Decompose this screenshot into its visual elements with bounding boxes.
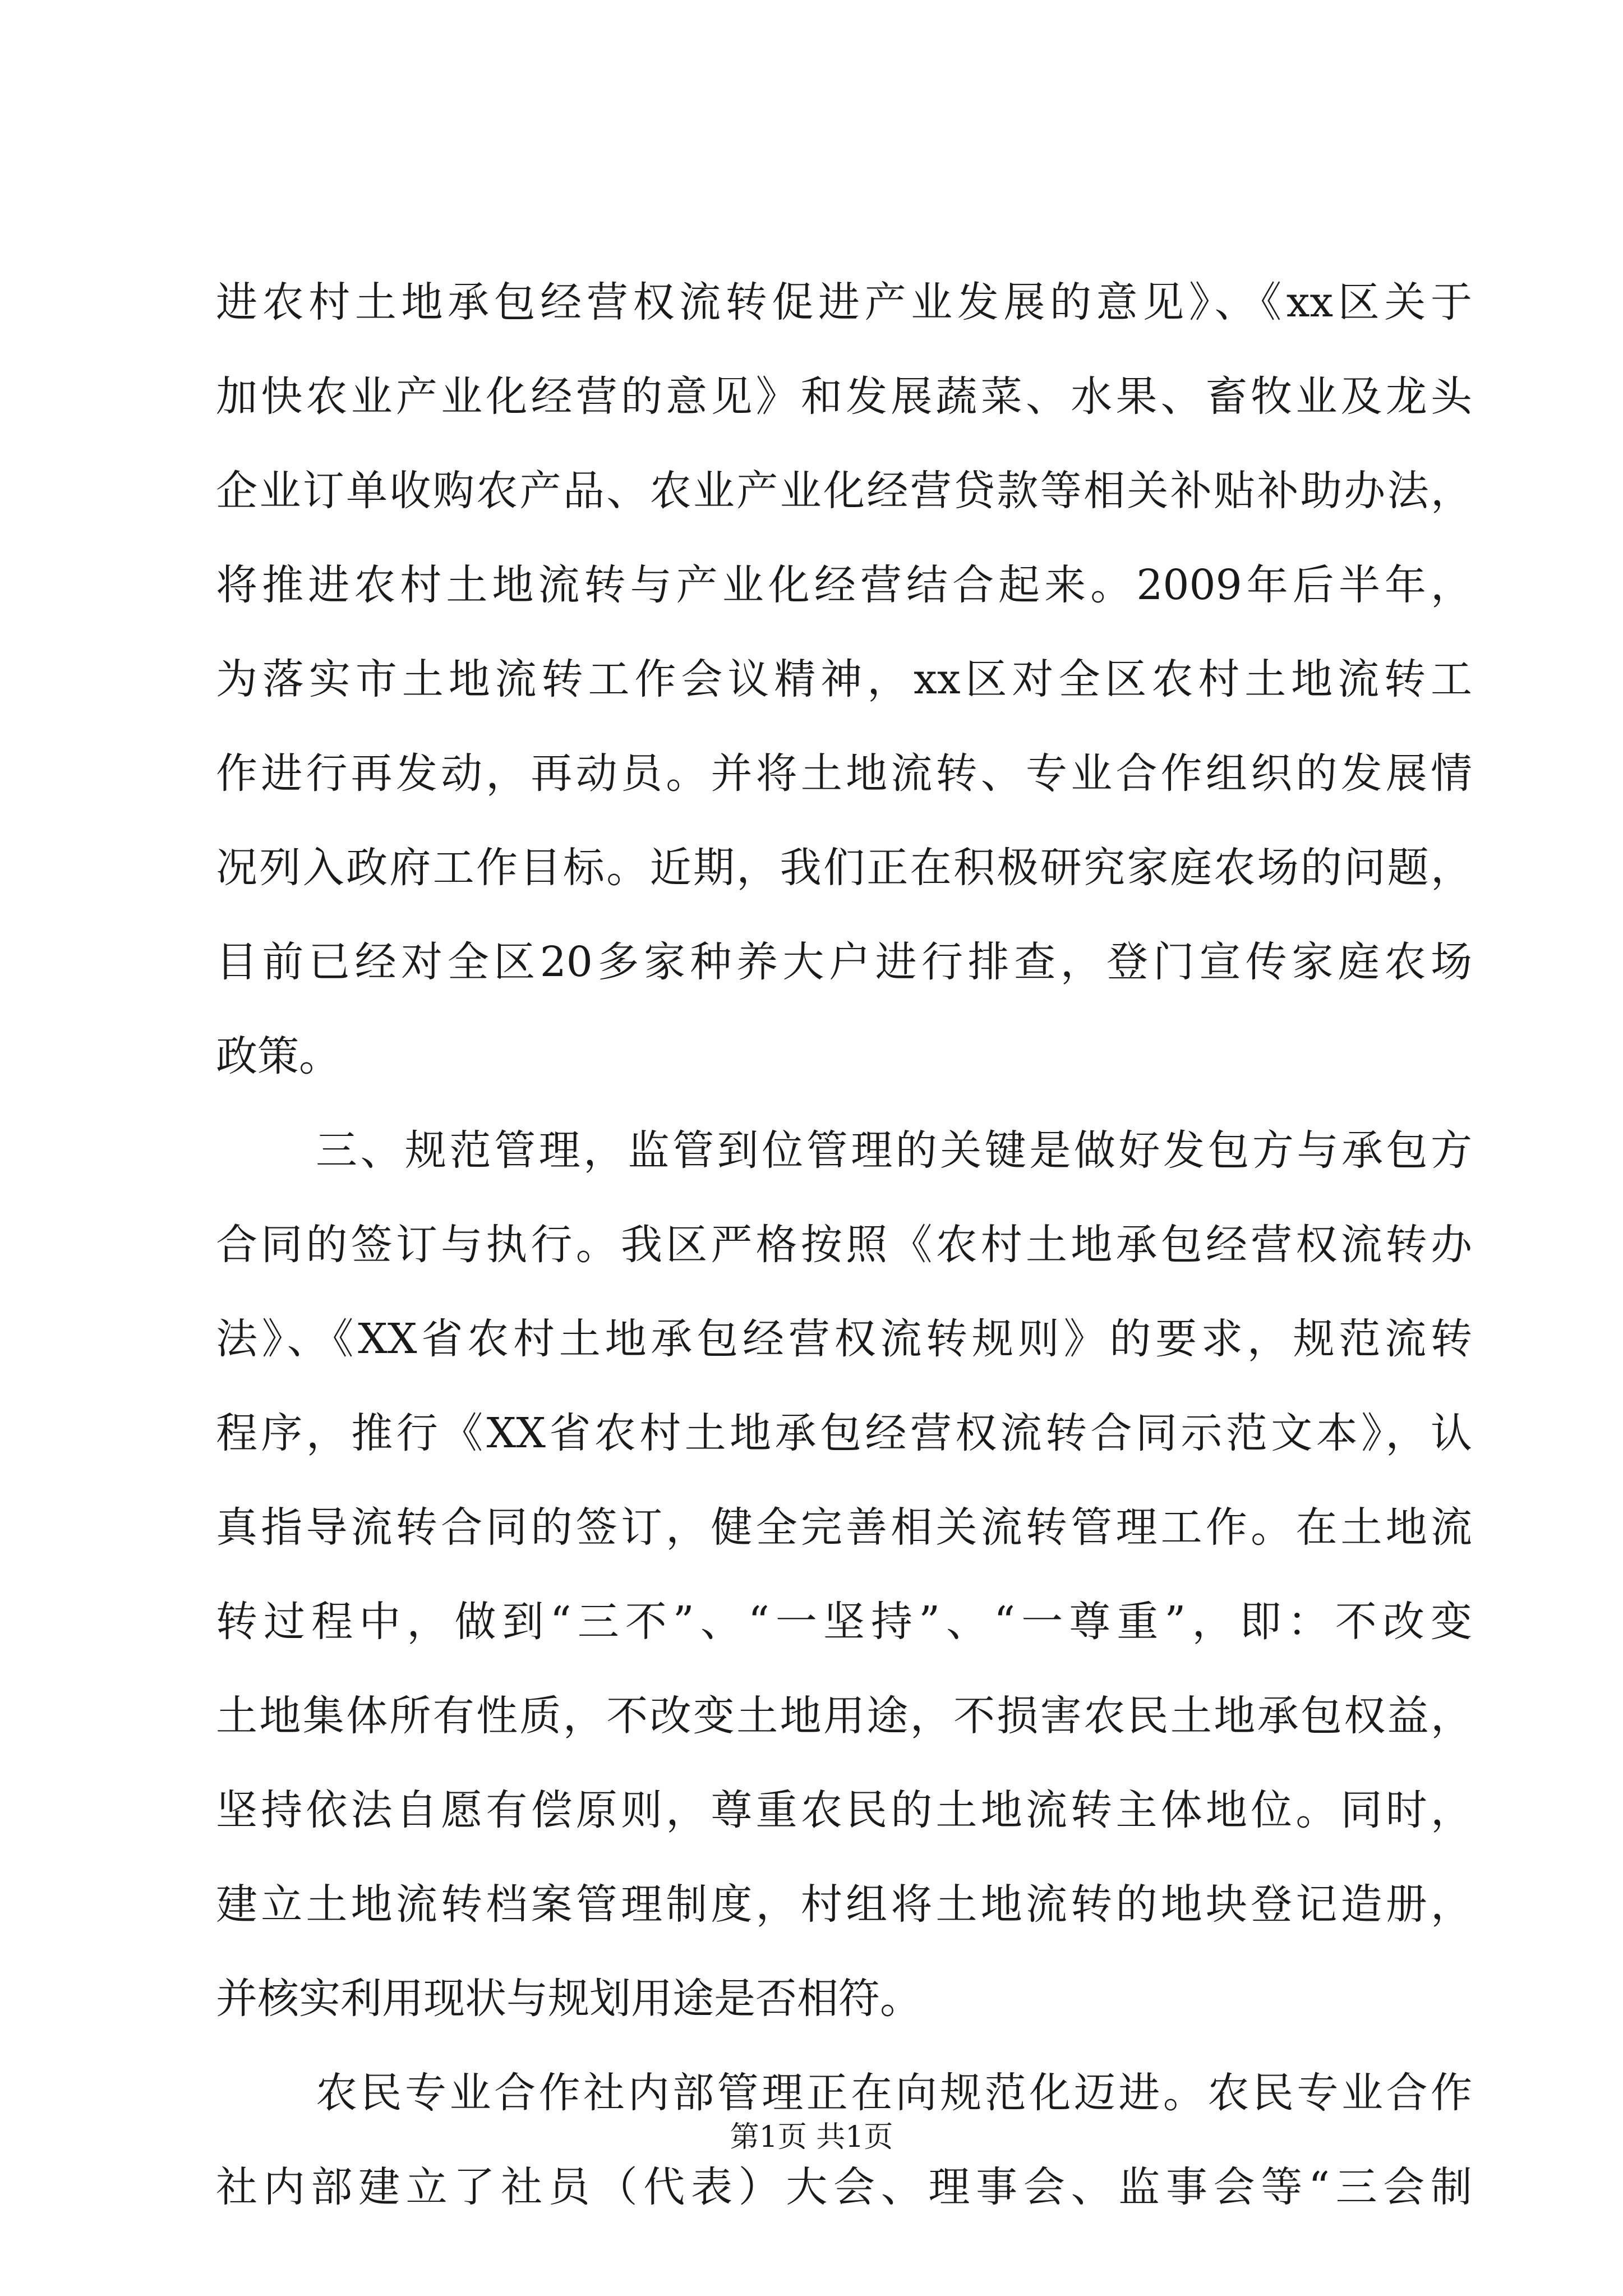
text-line: 目前已经对全区20多家种养大户进行排查，登门宣传家庭农场 bbox=[216, 938, 1472, 986]
text-line: 进农村土地承包经营权流转促进产业发展的意见》、《xx区关于 bbox=[216, 278, 1472, 326]
text-line: 企业订单收购农产品、农业产业化经营贷款等相关补贴补助办法， bbox=[216, 467, 1472, 515]
page-number-label: 第1页 共1页 bbox=[730, 2120, 893, 2154]
text-line: 合同的签订与执行。我区严格按照《农村土地承包经营权流转办 bbox=[216, 1221, 1472, 1269]
text-line: 程序，推行《XX省农村土地承包经营权流转合同示范文本》，认 bbox=[216, 1409, 1472, 1457]
text-line: 土地集体所有性质，不改变土地用途，不损害农民土地承包权益， bbox=[216, 1692, 1472, 1740]
text-line: 建立土地流转档案管理制度，村组将土地流转的地块登记造册， bbox=[216, 1880, 1472, 1929]
text-line: 并核实利用现状与规划用途是否相符。 bbox=[216, 1975, 921, 2023]
document-body bbox=[216, 255, 1472, 2234]
text-line: 坚持依法自愿有偿原则，尊重农民的土地流转主体地位。同时， bbox=[216, 1786, 1472, 1834]
text-line: 况列入政府工作目标。近期，我们正在积极研究家庭农场的问题， bbox=[216, 844, 1472, 892]
page-footer bbox=[0, 2118, 1623, 2157]
paragraph-start-line: 三、规范管理，监管到位管理的关键是做好发包方与承包方 bbox=[316, 1126, 1472, 1175]
text-line: 转过程中，做到“三不”、“一坚持”、“一尊重”，即：不改变 bbox=[216, 1598, 1472, 1646]
paragraph-start-line: 农民专业合作社内部管理正在向规范化迈进。农民专业合作 bbox=[316, 2069, 1472, 2117]
text-line: 加快农业产业化经营的意见》和发展蔬菜、水果、畜牧业及龙头 bbox=[216, 372, 1472, 421]
text-line: 法》、《XX省农村土地承包经营权流转规则》的要求，规范流转 bbox=[216, 1315, 1472, 1363]
text-line: 将推进农村土地流转与产业化经营结合起来。2009年后半年， bbox=[216, 561, 1472, 609]
text-line: 真指导流转合同的签订，健全完善相关流转管理工作。在土地流 bbox=[216, 1503, 1472, 1552]
text-line: 作进行再发动，再动员。并将土地流转、专业合作组织的发展情 bbox=[216, 749, 1472, 798]
text-line: 社内部建立了社员（代表）大会、理事会、监事会等“三会制 bbox=[216, 2163, 1472, 2211]
text-line: 政策。 bbox=[216, 1032, 340, 1080]
text-line: 为落实市土地流转工作会议精神，xx区对全区农村土地流转工 bbox=[216, 655, 1472, 703]
